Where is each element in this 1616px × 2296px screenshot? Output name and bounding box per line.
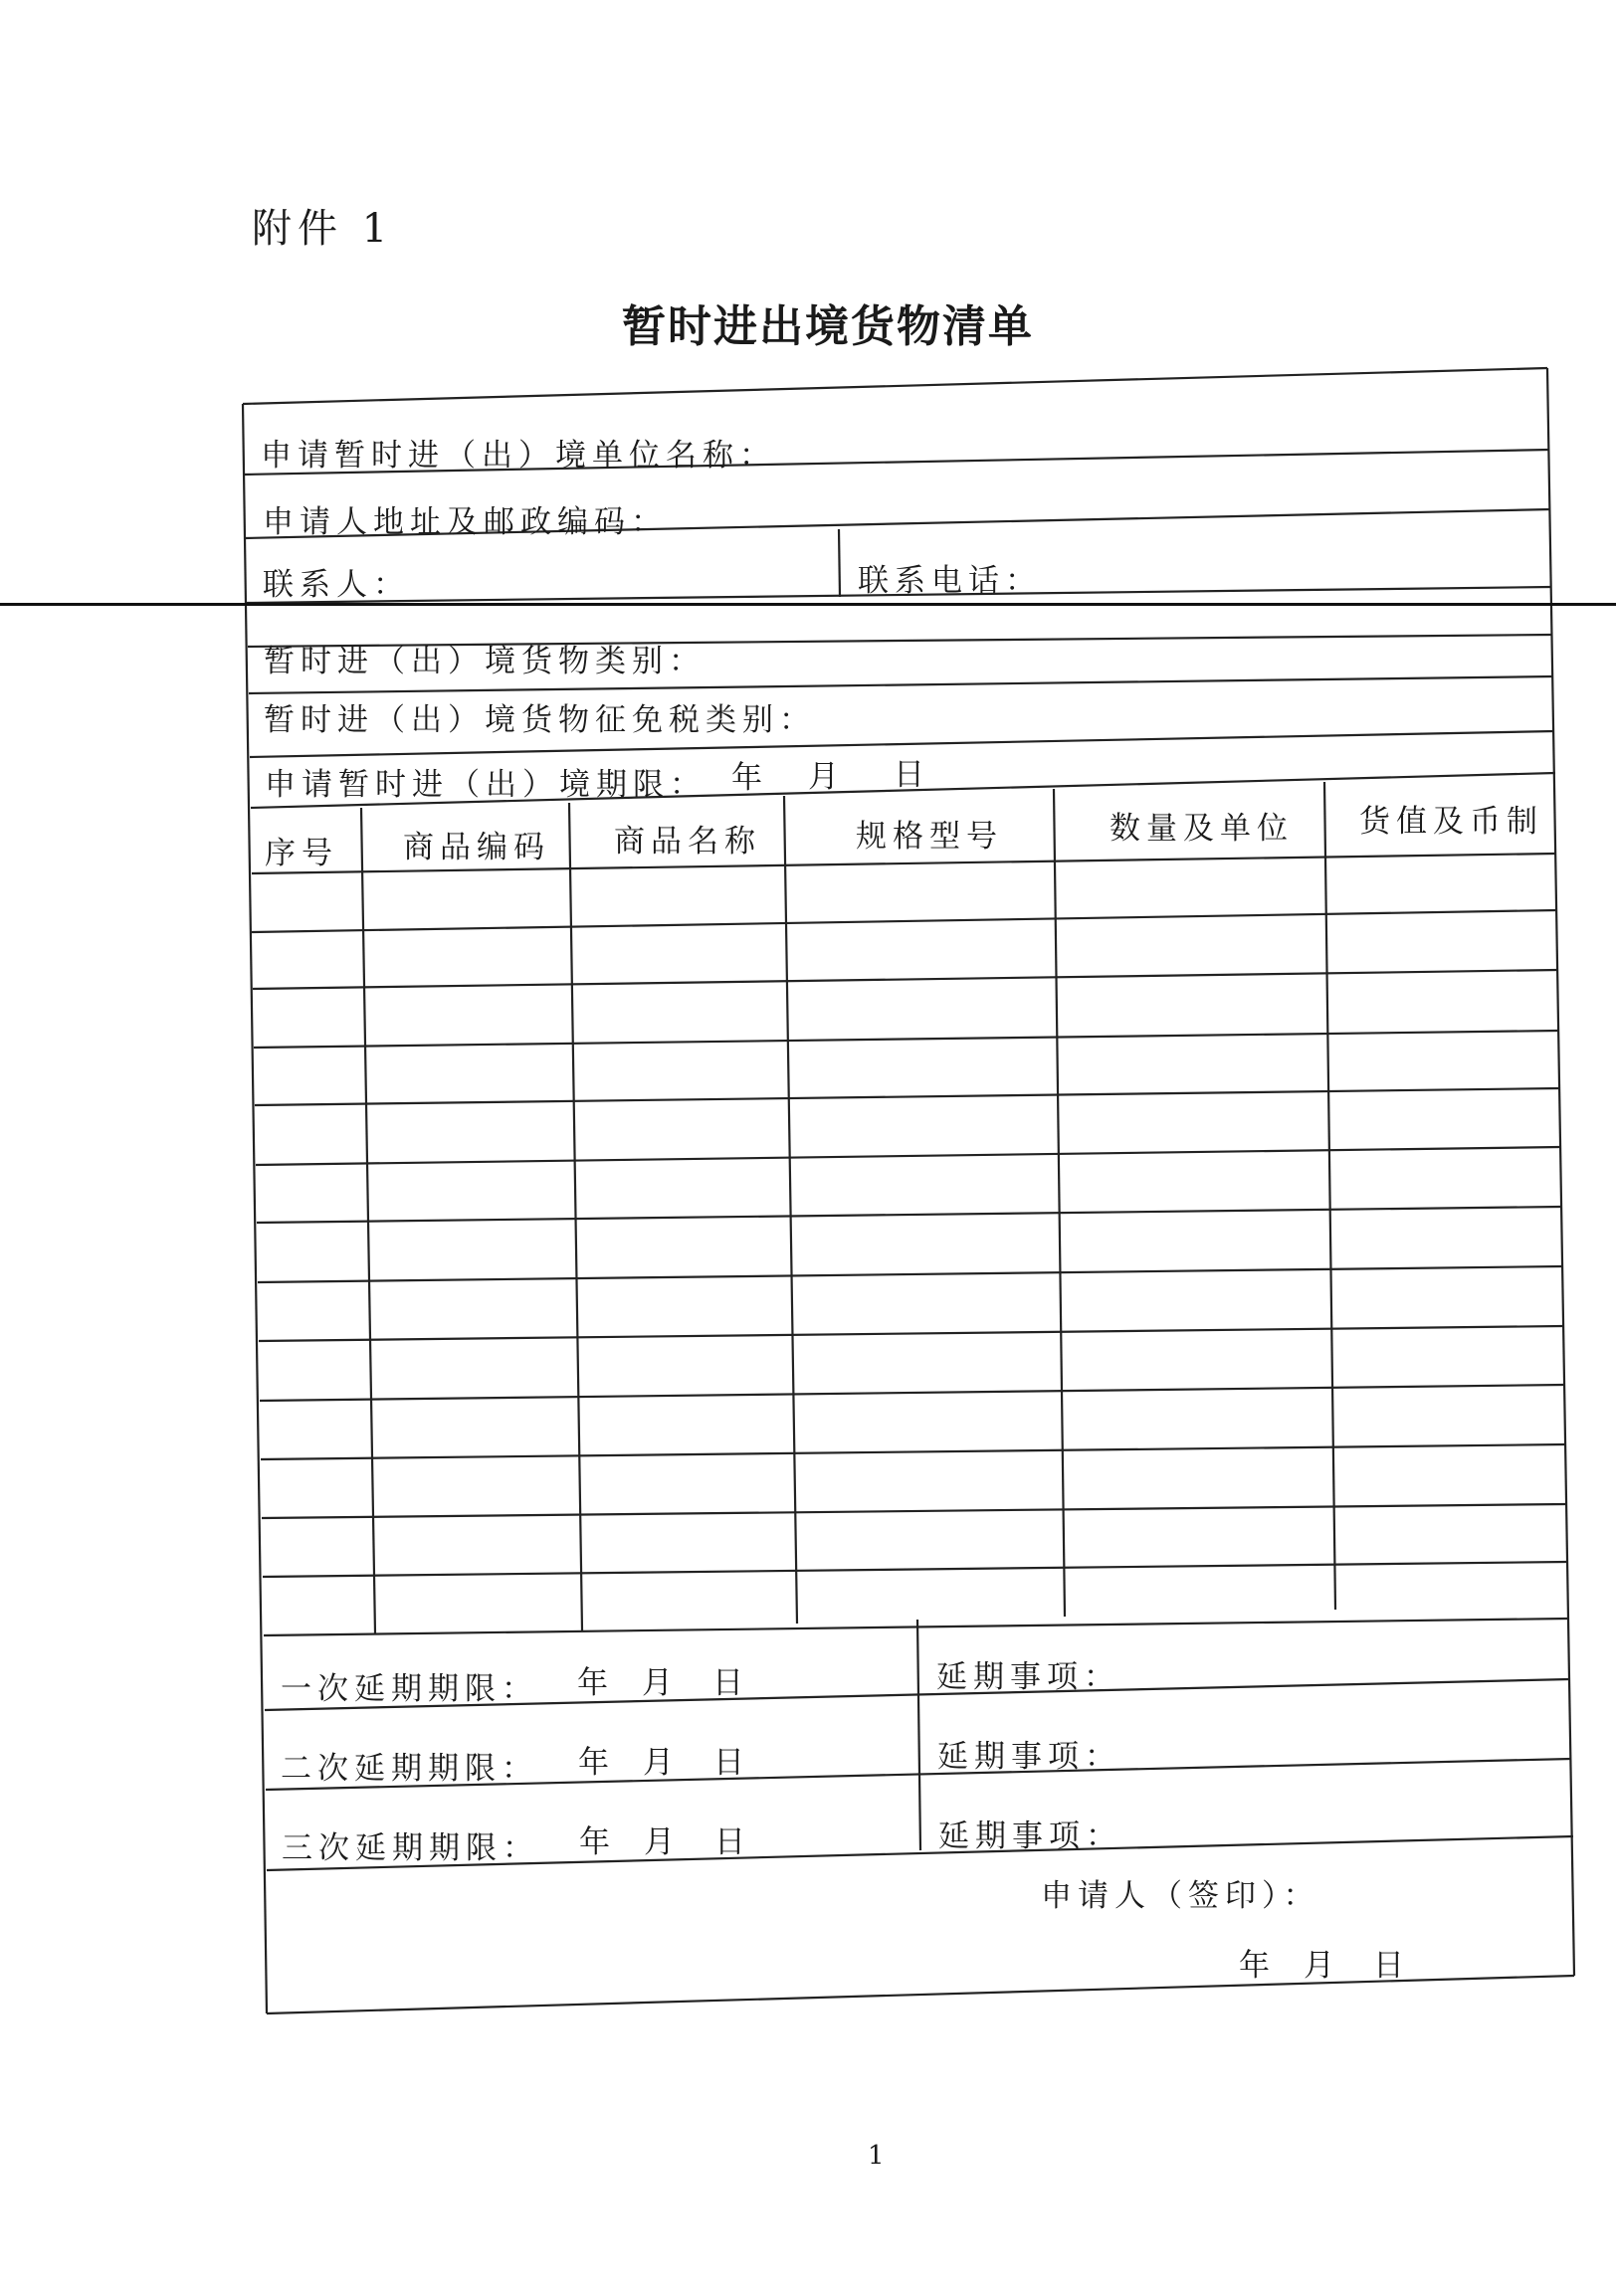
period-year: 年 (731, 760, 762, 796)
period-day: 日 (894, 757, 924, 793)
first-extension-label: 一次延期期限： (281, 1671, 538, 1707)
attachment-label: 附件 1 (252, 206, 394, 252)
first-extension-year: 年 (577, 1665, 608, 1701)
third-extension-year: 年 (579, 1824, 610, 1860)
contact-person-label: 联系人： (263, 567, 410, 603)
contact-phone-label: 联系电话： (858, 563, 1042, 599)
first-extension-matter-label: 延期事项： (936, 1659, 1120, 1695)
first-extension-day: 日 (712, 1665, 743, 1701)
second-extension-day: 日 (713, 1745, 744, 1781)
document-title: 暂时进出境货物清单 (622, 301, 1034, 352)
third-extension-matter-label: 延期事项： (938, 1818, 1122, 1854)
period-label: 申请暂时进（出）境期限： (265, 767, 707, 803)
page-number: 1 (868, 2141, 885, 2171)
signature-year: 年 (1239, 1948, 1270, 1984)
applicant-signature-label: 申请人（签印）： (1041, 1878, 1320, 1914)
tax-category-label: 暂时进（出）境货物征免税类别： (264, 702, 816, 738)
third-extension-month: 月 (644, 1824, 675, 1860)
applicant-address-label: 申请人地址及邮政编码： (263, 504, 668, 540)
column-header-quantity: 数量及单位 (1110, 811, 1294, 847)
period-month: 月 (808, 759, 839, 795)
column-header-spec: 规格型号 (856, 819, 1003, 855)
second-extension-year: 年 (578, 1745, 609, 1781)
scan-artifact-line (0, 603, 1616, 606)
column-header-name: 商品名称 (614, 824, 761, 860)
column-header-value: 货值及币制 (1359, 804, 1543, 840)
third-extension-label: 三次延期期限： (282, 1830, 539, 1866)
third-extension-day: 日 (714, 1824, 745, 1860)
signature-day: 日 (1373, 1948, 1404, 1984)
column-header-serial: 序号 (265, 836, 338, 871)
second-extension-matter-label: 延期事项： (937, 1739, 1121, 1775)
second-extension-label: 二次延期期限： (281, 1751, 538, 1787)
goods-category-label: 暂时进（出）境货物类别： (264, 644, 706, 679)
first-extension-month: 月 (642, 1665, 673, 1701)
signature-month: 月 (1304, 1948, 1334, 1984)
column-header-code: 商品编码 (403, 830, 550, 865)
applicant-unit-name-label: 申请暂时进（出）境单位名称： (261, 438, 776, 474)
second-extension-month: 月 (643, 1745, 674, 1781)
